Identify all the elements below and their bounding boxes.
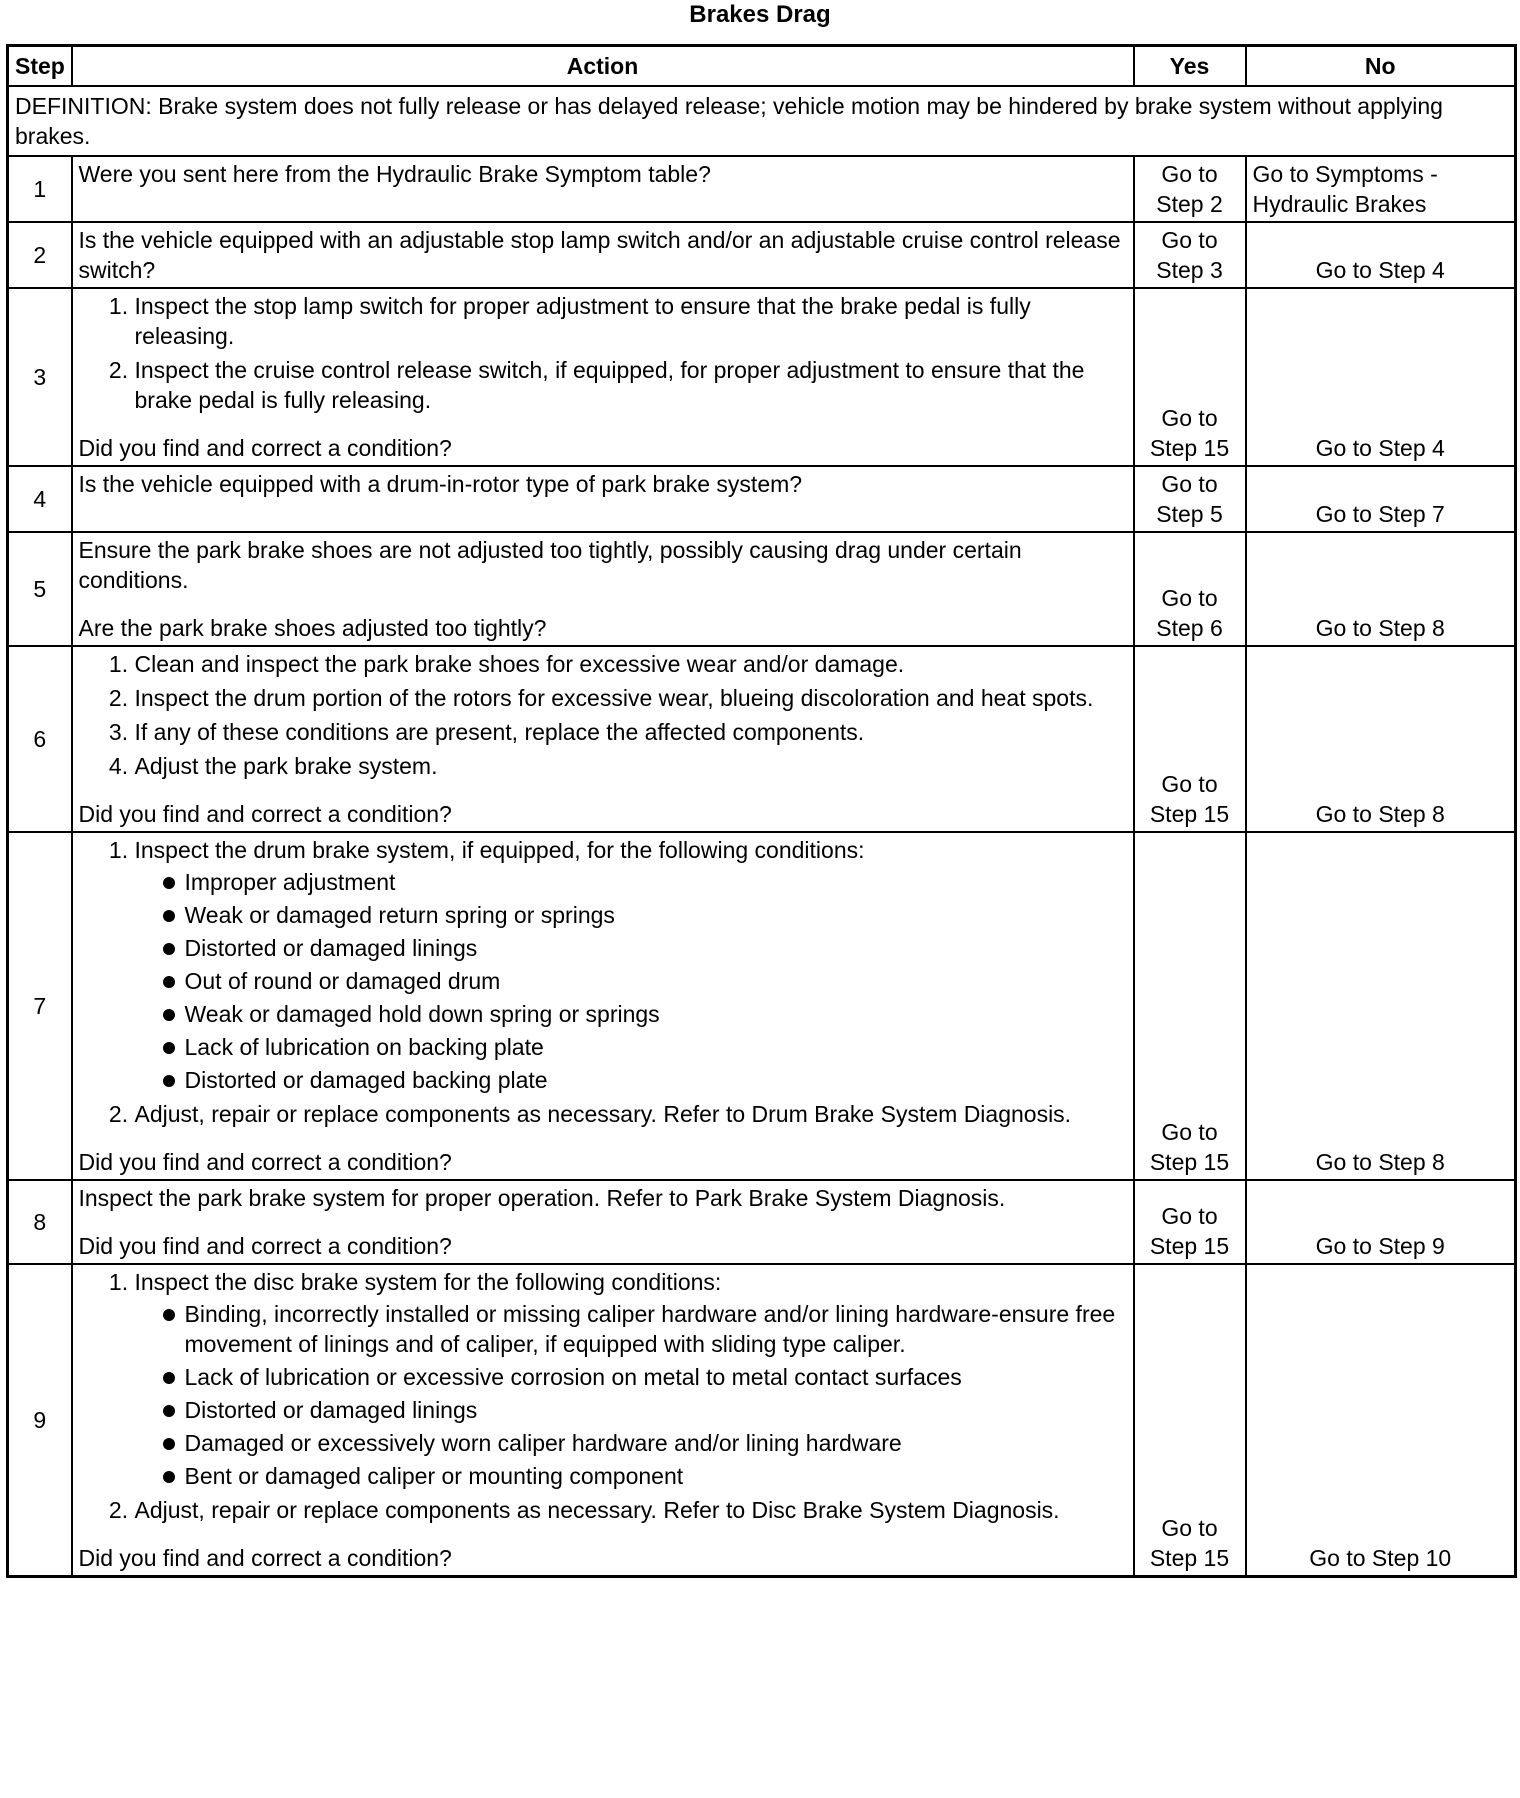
no-result: Go to Step 9: [1246, 1180, 1516, 1264]
action-text: Inspect the park brake system for proper operation. Refer to Park Brake System Diagnosis.: [78, 1185, 1006, 1211]
no-result: Go to Step 10: [1246, 1264, 1516, 1577]
action-cell: [72, 646, 1134, 832]
yes-result: Go to Step 15: [1134, 646, 1246, 832]
action-step: 2. Adjust, repair or replace components as necessary. Refer to Drum Brake System Diagnosis.: [135, 1099, 1127, 1129]
step-number: 4: [8, 466, 72, 532]
condition-list: [135, 1299, 1127, 1491]
action-step-text: Inspect the drum brake system, if equipped, for the following conditions:: [134, 837, 865, 863]
step-number: 3: [8, 288, 72, 466]
table-row: [8, 1264, 1516, 1577]
yes-result: Go to Step 5: [1134, 466, 1246, 532]
no-result: Go to Step 8: [1246, 646, 1516, 832]
step-number: 1: [8, 156, 72, 222]
action-question: Did you find and correct a condition?: [78, 1545, 452, 1571]
action-cell: [72, 222, 1134, 288]
action-question: Is the vehicle equipped with a drum-in-rotor type of park brake system?: [78, 471, 803, 497]
action-question: Are the park brake shoes adjusted too tightly?: [78, 615, 547, 641]
step-number: 8: [8, 1180, 72, 1264]
table-row: [8, 832, 1516, 1180]
condition-list: [135, 867, 1127, 1095]
condition-item: Binding, incorrectly installed or missing caliper hardware and/or lining hardware-ensure free movement of linings and of caliper, if equipped with sliding type caliper.: [165, 1299, 1127, 1359]
no-result: Go to Step 7: [1246, 466, 1516, 532]
step-number: 7: [8, 832, 72, 1180]
condition-item: Distorted or damaged linings: [165, 933, 1127, 963]
no-result: Go to Step 4: [1246, 222, 1516, 288]
diagnostic-table: [6, 44, 1517, 1578]
action-question: Did you find and correct a condition?: [78, 1149, 452, 1175]
yes-result: Go to Step 15: [1134, 1264, 1246, 1577]
action-step: 4. Adjust the park brake system.: [135, 751, 1127, 781]
action-step: [135, 1267, 1127, 1491]
action-cell: [72, 466, 1134, 532]
no-result: Go to Step 8: [1246, 532, 1516, 646]
action-step-text: Inspect the disc brake system for the following conditions:: [134, 1269, 722, 1295]
header-row: [8, 46, 1516, 87]
table-row: [8, 1180, 1516, 1264]
table-row: [8, 222, 1516, 288]
action-text: Ensure the park brake shoes are not adjusted too tightly, possibly causing drag under certain conditions.: [78, 537, 1022, 593]
condition-item: Lack of lubrication or excessive corrosion on metal to metal contact surfaces: [165, 1362, 1127, 1392]
action-step: [135, 835, 1127, 1095]
column-header-action: Action: [72, 46, 1134, 87]
action-steps: [79, 1267, 1127, 1525]
condition-item: Damaged or excessively worn caliper hardware and/or lining hardware: [165, 1428, 1127, 1458]
action-steps: [79, 835, 1127, 1129]
action-cell: [72, 1180, 1134, 1264]
column-header-step: Step: [8, 46, 72, 87]
condition-item: Distorted or damaged linings: [165, 1395, 1127, 1425]
yes-result: Go to Step 15: [1134, 288, 1246, 466]
action-step: 2. Adjust, repair or replace components as necessary. Refer to Disc Brake System Diagnosis.: [135, 1495, 1127, 1525]
condition-item: Bent or damaged caliper or mounting component: [165, 1461, 1127, 1491]
step-number: 2: [8, 222, 72, 288]
action-cell: [72, 832, 1134, 1180]
action-question: Did you find and correct a condition?: [78, 435, 452, 461]
action-steps: [79, 291, 1127, 415]
yes-result: Go to Step 15: [1134, 1180, 1246, 1264]
no-result: Go to Step 4: [1246, 288, 1516, 466]
condition-item: Weak or damaged hold down spring or springs: [165, 999, 1127, 1029]
action-question: Did you find and correct a condition?: [78, 801, 452, 827]
table-row: [8, 466, 1516, 532]
no-result: Go to Symptoms - Hydraulic Brakes: [1246, 156, 1516, 222]
yes-result: Go to Step 2: [1134, 156, 1246, 222]
table-row: [8, 646, 1516, 832]
table-row: [8, 156, 1516, 222]
document-title: Brakes Drag: [689, 1, 831, 28]
step-number: 5: [8, 532, 72, 646]
condition-item: Lack of lubrication on backing plate: [165, 1032, 1127, 1062]
definition-row: [8, 86, 1516, 156]
table-row: [8, 532, 1516, 646]
definition-text: DEFINITION: Brake system does not fully release or has delayed release; vehicle motion may be hindered by brake system without applying brakes.: [8, 86, 1516, 156]
condition-item: Out of round or damaged drum: [165, 966, 1127, 996]
yes-result: Go to Step 15: [1134, 832, 1246, 1180]
column-header-yes: Yes: [1134, 46, 1246, 87]
action-cell: [72, 156, 1134, 222]
action-step: 1. Inspect the stop lamp switch for proper adjustment to ensure that the brake pedal is fully releasing.: [135, 291, 1127, 351]
no-result: Go to Step 8: [1246, 832, 1516, 1180]
yes-result: Go to Step 3: [1134, 222, 1246, 288]
action-steps: [79, 649, 1127, 781]
condition-item: Distorted or damaged backing plate: [165, 1065, 1127, 1095]
action-cell: [72, 288, 1134, 466]
action-question: Did you find and correct a condition?: [78, 1233, 452, 1259]
yes-result: Go to Step 6: [1134, 532, 1246, 646]
table-row: [8, 288, 1516, 466]
action-step: 2. Inspect the cruise control release switch, if equipped, for proper adjustment to ensure that the brake pedal is fully releasing.: [135, 355, 1127, 415]
action-cell: [72, 532, 1134, 646]
column-header-no: No: [1246, 46, 1516, 87]
condition-item: Improper adjustment: [165, 867, 1127, 897]
action-question: Is the vehicle equipped with an adjustable stop lamp switch and/or an adjustable cruise control release switch?: [78, 227, 1121, 283]
action-step: 3. If any of these conditions are present, replace the affected components.: [135, 717, 1127, 747]
action-question: Were you sent here from the Hydraulic Brake Symptom table?: [78, 161, 711, 187]
step-number: 9: [8, 1264, 72, 1577]
step-number: 6: [8, 646, 72, 832]
action-cell: [72, 1264, 1134, 1577]
action-step: 1. Clean and inspect the park brake shoes for excessive wear and/or damage.: [135, 649, 1127, 679]
condition-item: Weak or damaged return spring or springs: [165, 900, 1127, 930]
action-step: 2. Inspect the drum portion of the rotors for excessive wear, blueing discoloration and heat spots.: [135, 683, 1127, 713]
